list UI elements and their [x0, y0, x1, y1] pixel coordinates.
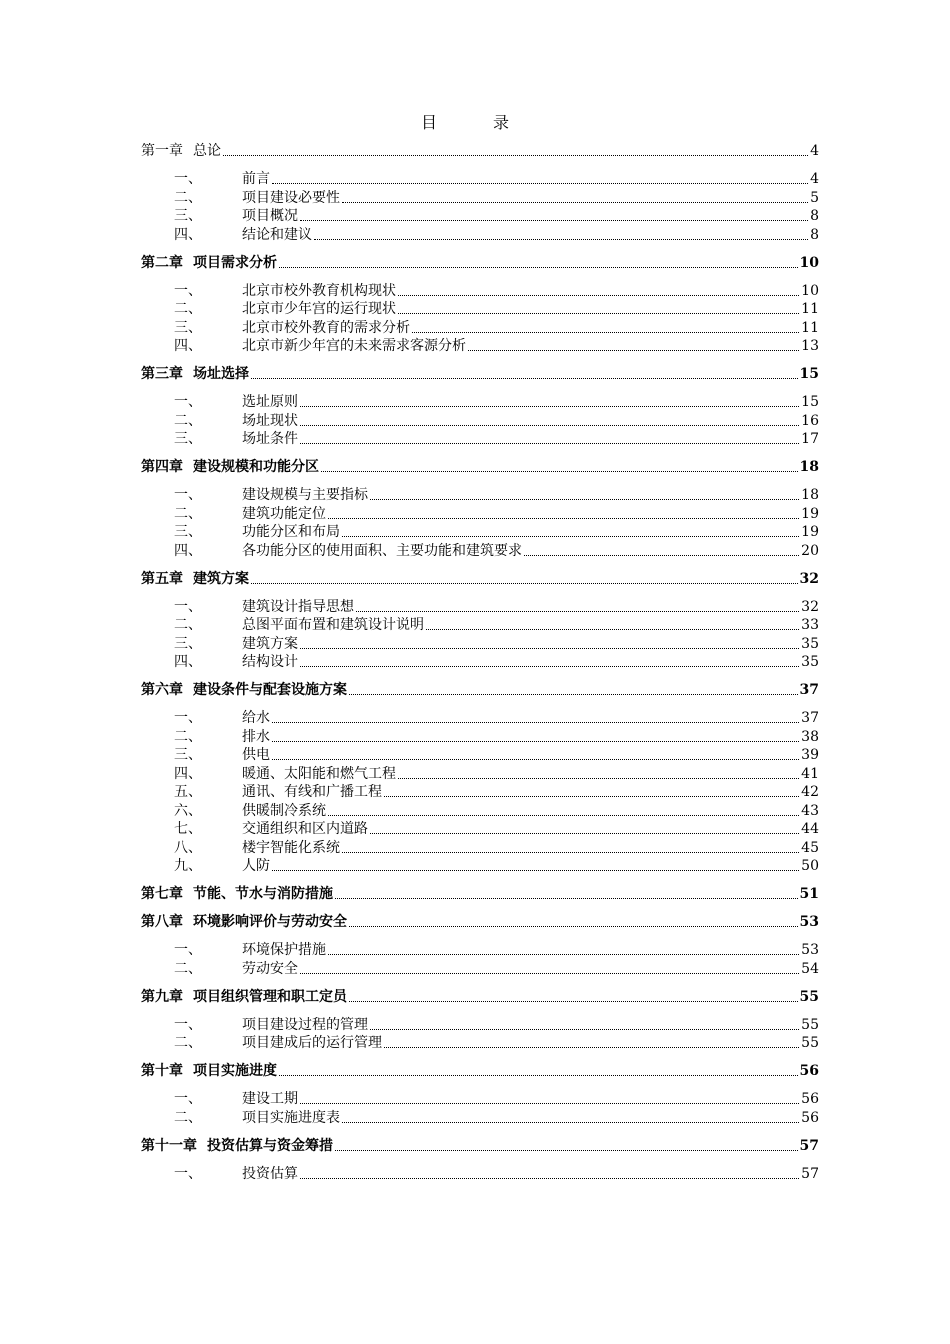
toc-page-number: 53 — [799, 914, 819, 930]
dot-leader — [300, 405, 799, 407]
toc-section-number: 五、 — [174, 784, 202, 800]
toc-page-number: 45 — [801, 839, 819, 856]
toc-page-number: 15 — [799, 366, 819, 382]
toc-page-number: 56 — [801, 1091, 819, 1107]
toc-section-number: 四、 — [174, 654, 202, 670]
toc-entry-title: 给水 — [242, 710, 270, 726]
toc-page-number: 43 — [801, 802, 819, 819]
toc-entry-title: 建设条件与配套设施方案 — [193, 682, 347, 698]
toc-entry-title: 人防 — [242, 858, 270, 874]
toc-section-entry[interactable] — [174, 503, 819, 523]
toc-chapter-entry[interactable] — [141, 456, 819, 476]
dot-leader — [328, 814, 799, 816]
toc-section-number: 二、 — [174, 189, 202, 206]
toc-page-number: 41 — [801, 765, 819, 782]
dot-leader — [370, 498, 799, 500]
toc-chapter-number: 第六章 — [141, 682, 183, 698]
dot-leader — [468, 349, 799, 351]
toc-entry-title: 北京市校外教育机构现状 — [242, 282, 396, 299]
toc-entry-title: 建筑设计指导思想 — [242, 598, 354, 615]
toc-section-number: 八、 — [174, 839, 202, 856]
toc-entry-title: 结构设计 — [242, 654, 298, 670]
toc-entry-title: 环境保护措施 — [242, 942, 326, 958]
toc-entry-title: 场址选择 — [193, 366, 249, 382]
toc-page-number: 8 — [810, 208, 819, 224]
toc-page-number: 35 — [801, 654, 819, 670]
toc-section-entry[interactable] — [174, 428, 819, 448]
toc-section-number: 一、 — [174, 487, 202, 503]
dot-leader — [300, 665, 799, 667]
toc-section-entry[interactable] — [174, 707, 819, 727]
dot-leader — [272, 721, 799, 723]
toc-section-number: 二、 — [174, 412, 202, 429]
toc-section-number: 一、 — [174, 1165, 202, 1182]
toc-page-number: 53 — [801, 942, 819, 958]
toc-chapter-entry[interactable] — [141, 363, 819, 383]
toc-entry-title: 项目概况 — [242, 208, 298, 224]
dot-leader — [398, 312, 799, 314]
dot-leader — [300, 442, 799, 444]
toc-section-number: 二、 — [174, 505, 202, 522]
dot-leader — [328, 517, 799, 519]
toc-page-number: 5 — [810, 189, 819, 206]
dot-leader — [342, 851, 799, 853]
toc-entry-title: 前言 — [242, 171, 270, 187]
toc-entry-title: 建设规模和功能分区 — [193, 459, 319, 475]
dot-leader — [272, 740, 799, 742]
toc-entry-title: 建筑方案 — [242, 635, 298, 652]
dot-leader — [398, 294, 799, 296]
toc-entry-title: 劳动安全 — [242, 960, 298, 977]
toc-section-entry[interactable] — [174, 1014, 819, 1034]
toc-entry-title: 项目实施进度 — [193, 1063, 277, 1079]
toc-page-number: 51 — [799, 886, 819, 902]
toc-entry-title: 项目建设必要性 — [242, 189, 340, 206]
toc-section-number: 六、 — [174, 802, 202, 819]
toc-page-number: 11 — [801, 301, 819, 317]
toc-section-entry[interactable] — [174, 484, 819, 504]
toc-chapter-entry[interactable] — [141, 911, 819, 931]
toc-section-entry[interactable] — [174, 280, 819, 300]
toc-section-number: 一、 — [174, 1091, 202, 1107]
toc-title: 目 录 — [420, 113, 529, 132]
toc-page-number: 13 — [801, 338, 819, 354]
dot-leader — [300, 972, 799, 974]
toc-chapter-entry[interactable] — [141, 1135, 819, 1155]
dot-leader — [349, 1000, 798, 1002]
toc-entry-title: 暖通、太阳能和燃气工程 — [242, 765, 396, 782]
dot-leader — [223, 154, 808, 156]
toc-section-entry[interactable] — [174, 168, 819, 188]
toc-chapter-number: 第五章 — [141, 570, 183, 587]
toc-page-number: 8 — [810, 226, 819, 243]
toc-chapter-number: 第七章 — [141, 886, 183, 902]
toc-section-number: 一、 — [174, 282, 202, 299]
dot-leader — [384, 795, 799, 797]
dot-leader — [412, 331, 799, 333]
toc-page-number: 55 — [801, 1035, 819, 1051]
toc-section-number: 一、 — [174, 942, 202, 958]
toc-entry-title: 通讯、有线和广播工程 — [242, 784, 382, 800]
toc-page-number: 15 — [801, 394, 819, 410]
dot-leader — [272, 869, 799, 871]
toc-entry-title: 节能、节水与消防措施 — [193, 886, 333, 902]
dot-leader — [349, 693, 798, 695]
toc-section-entry[interactable] — [174, 855, 819, 875]
toc-section-entry[interactable] — [174, 1088, 819, 1108]
dot-leader — [398, 777, 799, 779]
toc-section-number: 四、 — [174, 226, 202, 243]
toc-entry-title: 建设工期 — [242, 1091, 298, 1107]
toc-section-number: 一、 — [174, 171, 202, 187]
toc-page-number: 16 — [801, 412, 819, 429]
toc-chapter-number: 第二章 — [141, 254, 183, 271]
toc-entry-title: 楼宇智能化系统 — [242, 839, 340, 856]
toc-entry-title: 供电 — [242, 747, 270, 763]
dot-leader — [279, 266, 798, 268]
toc-page-number: 18 — [801, 487, 819, 503]
toc-page-number: 4 — [810, 171, 819, 187]
dot-leader — [342, 201, 808, 203]
toc-page-number: 55 — [799, 988, 819, 1005]
dot-leader — [272, 758, 799, 760]
toc-section-entry[interactable] — [174, 744, 819, 764]
dot-leader — [300, 424, 799, 426]
toc-section-entry[interactable] — [174, 1107, 819, 1127]
toc-page-number: 37 — [801, 710, 819, 726]
toc-section-entry[interactable] — [174, 335, 819, 355]
toc-chapter-number: 第三章 — [141, 366, 183, 382]
toc-section-number: 三、 — [174, 208, 202, 224]
dot-leader — [314, 238, 808, 240]
toc-entry-title: 北京市校外教育的需求分析 — [242, 319, 410, 336]
toc-page-number: 32 — [799, 570, 819, 587]
toc-section-number: 九、 — [174, 858, 202, 874]
toc-page-number: 57 — [801, 1165, 819, 1182]
toc-chapter-entry[interactable] — [141, 679, 819, 699]
toc-chapter-number: 第四章 — [141, 459, 183, 475]
toc-entry-title: 投资估算与资金筹措 — [207, 1137, 333, 1154]
toc-section-number: 一、 — [174, 1016, 202, 1033]
toc-section-entry[interactable] — [174, 781, 819, 801]
toc-entry-title: 项目需求分析 — [193, 254, 277, 271]
dot-leader — [349, 925, 798, 927]
toc-entry-title: 选址原则 — [242, 394, 298, 410]
dot-leader — [328, 953, 799, 955]
toc-page-number: 55 — [801, 1016, 819, 1033]
dot-leader — [321, 470, 798, 472]
dot-leader — [335, 1149, 798, 1151]
dot-leader — [426, 628, 799, 630]
dot-leader — [524, 554, 799, 556]
toc-section-entry[interactable] — [174, 614, 819, 634]
toc-entry-title: 场址条件 — [242, 431, 298, 447]
toc-chapter-entry[interactable] — [141, 986, 819, 1006]
toc-section-number: 三、 — [174, 319, 202, 336]
dot-leader — [300, 219, 808, 221]
toc-page-number: 56 — [801, 1109, 819, 1126]
toc-section-entry[interactable] — [174, 298, 819, 318]
toc-chapter-entry[interactable] — [141, 883, 819, 903]
toc-section-entry[interactable] — [174, 410, 819, 430]
toc-entry-title: 投资估算 — [242, 1165, 298, 1182]
toc-section-number: 二、 — [174, 1035, 202, 1051]
toc-page-number: 17 — [801, 431, 819, 447]
toc-section-number: 三、 — [174, 431, 202, 447]
toc-section-number: 二、 — [174, 728, 202, 745]
toc-section-number: 二、 — [174, 1109, 202, 1126]
toc-section-entry[interactable] — [174, 837, 819, 857]
toc-section-number: 四、 — [174, 765, 202, 782]
dot-leader — [342, 535, 799, 537]
toc-page-number: 4 — [810, 143, 819, 159]
toc-page-number: 39 — [801, 747, 819, 763]
dot-leader — [272, 182, 808, 184]
toc-section-number: 三、 — [174, 635, 202, 652]
toc-page-number: 37 — [799, 682, 819, 698]
toc-section-entry[interactable] — [174, 633, 819, 653]
toc-page-number: 56 — [799, 1063, 819, 1079]
toc-page-number: 10 — [801, 282, 819, 299]
toc-page-number: 38 — [801, 728, 819, 745]
dot-leader — [251, 377, 798, 379]
toc-page-number: 18 — [799, 459, 819, 475]
toc-entry-title: 建筑功能定位 — [242, 505, 326, 522]
toc-page-number: 57 — [799, 1137, 819, 1154]
toc-entry-title: 项目建成后的运行管理 — [242, 1035, 382, 1051]
toc-chapter-number: 第十章 — [141, 1063, 183, 1079]
toc-page-number: 50 — [801, 858, 819, 874]
dot-leader — [342, 1121, 799, 1123]
toc-section-number: 一、 — [174, 598, 202, 615]
toc-section-number: 四、 — [174, 542, 202, 559]
dot-leader — [251, 582, 798, 584]
toc-page-number: 44 — [801, 821, 819, 837]
toc-section-entry[interactable] — [174, 187, 819, 207]
toc-section-number: 二、 — [174, 301, 202, 317]
toc-page-number: 32 — [801, 598, 819, 615]
toc-section-entry[interactable] — [174, 800, 819, 820]
toc-section-entry[interactable] — [174, 726, 819, 746]
toc-page-number: 35 — [801, 635, 819, 652]
toc-entry-title: 场址现状 — [242, 412, 298, 429]
toc-entry-title: 项目组织管理和职工定员 — [193, 988, 347, 1005]
toc-section-entry[interactable] — [174, 540, 819, 560]
toc-section-entry[interactable] — [174, 224, 819, 244]
toc-section-number: 二、 — [174, 617, 202, 633]
toc-entry-title: 排水 — [242, 728, 270, 745]
toc-entry-title: 项目建设过程的管理 — [242, 1016, 368, 1033]
toc-section-number: 一、 — [174, 710, 202, 726]
toc-chapter-number: 第一章 — [141, 143, 183, 159]
toc-chapter-number: 第十一章 — [141, 1137, 197, 1154]
dot-leader — [335, 897, 798, 899]
toc-page-number: 19 — [801, 524, 819, 540]
toc-page-number: 19 — [801, 505, 819, 522]
toc-page-number: 20 — [801, 542, 819, 559]
toc-page-number: 11 — [801, 319, 819, 336]
toc-entry-title: 项目实施进度表 — [242, 1109, 340, 1126]
dot-leader — [384, 1046, 799, 1048]
toc-section-entry[interactable] — [174, 1163, 819, 1183]
toc-section-entry[interactable] — [174, 939, 819, 959]
toc-section-number: 二、 — [174, 960, 202, 977]
toc-section-entry[interactable] — [174, 391, 819, 411]
toc-section-entry[interactable] — [174, 521, 819, 541]
toc-entry-title: 交通组织和区内道路 — [242, 821, 368, 837]
toc-entry-title: 结论和建议 — [242, 226, 312, 243]
toc-chapter-number: 第八章 — [141, 914, 183, 930]
toc-section-entry[interactable] — [174, 651, 819, 671]
toc-section-entry[interactable] — [174, 1032, 819, 1052]
toc-chapter-entry[interactable] — [141, 568, 819, 588]
toc-chapter-entry[interactable] — [141, 1060, 819, 1080]
toc-entry-title: 供暖制冷系统 — [242, 802, 326, 819]
toc-section-number: 四、 — [174, 338, 202, 354]
dot-leader — [300, 1102, 799, 1104]
toc-section-number: 七、 — [174, 821, 202, 837]
toc-entry-title: 功能分区和布局 — [242, 524, 340, 540]
toc-chapter-number: 第九章 — [141, 988, 183, 1005]
toc-entry-title: 总图平面布置和建筑设计说明 — [242, 617, 424, 633]
toc-section-entry[interactable] — [174, 958, 819, 978]
toc-chapter-entry[interactable] — [141, 252, 819, 272]
dot-leader — [300, 647, 799, 649]
toc-section-entry[interactable] — [174, 596, 819, 616]
toc-page-number: 10 — [799, 254, 819, 271]
toc-section-entry[interactable] — [174, 205, 819, 225]
dot-leader — [370, 1028, 799, 1030]
toc-page-number: 42 — [801, 784, 819, 800]
toc-section-entry[interactable] — [174, 317, 819, 337]
toc-entry-title: 环境影响评价与劳动安全 — [193, 914, 347, 930]
toc-section-entry[interactable] — [174, 763, 819, 783]
toc-page-number: 54 — [801, 960, 819, 977]
dot-leader — [279, 1074, 798, 1076]
toc-section-entry[interactable] — [174, 818, 819, 838]
toc-section-number: 三、 — [174, 747, 202, 763]
dot-leader — [300, 1177, 799, 1179]
dot-leader — [370, 832, 799, 834]
toc-section-number: 三、 — [174, 524, 202, 540]
toc-entry-title: 北京市新少年宫的未来需求客源分析 — [242, 338, 466, 354]
toc-entry-title: 建筑方案 — [193, 570, 249, 587]
toc-chapter-entry[interactable] — [141, 140, 819, 160]
toc-entry-title: 北京市少年宫的运行现状 — [242, 301, 396, 317]
dot-leader — [356, 610, 799, 612]
toc-entry-title: 各功能分区的使用面积、主要功能和建筑要求 — [242, 542, 522, 559]
toc-page-number: 33 — [801, 617, 819, 633]
toc-entry-title: 总论 — [193, 143, 221, 159]
toc-entry-title: 建设规模与主要指标 — [242, 487, 368, 503]
toc-section-number: 一、 — [174, 394, 202, 410]
